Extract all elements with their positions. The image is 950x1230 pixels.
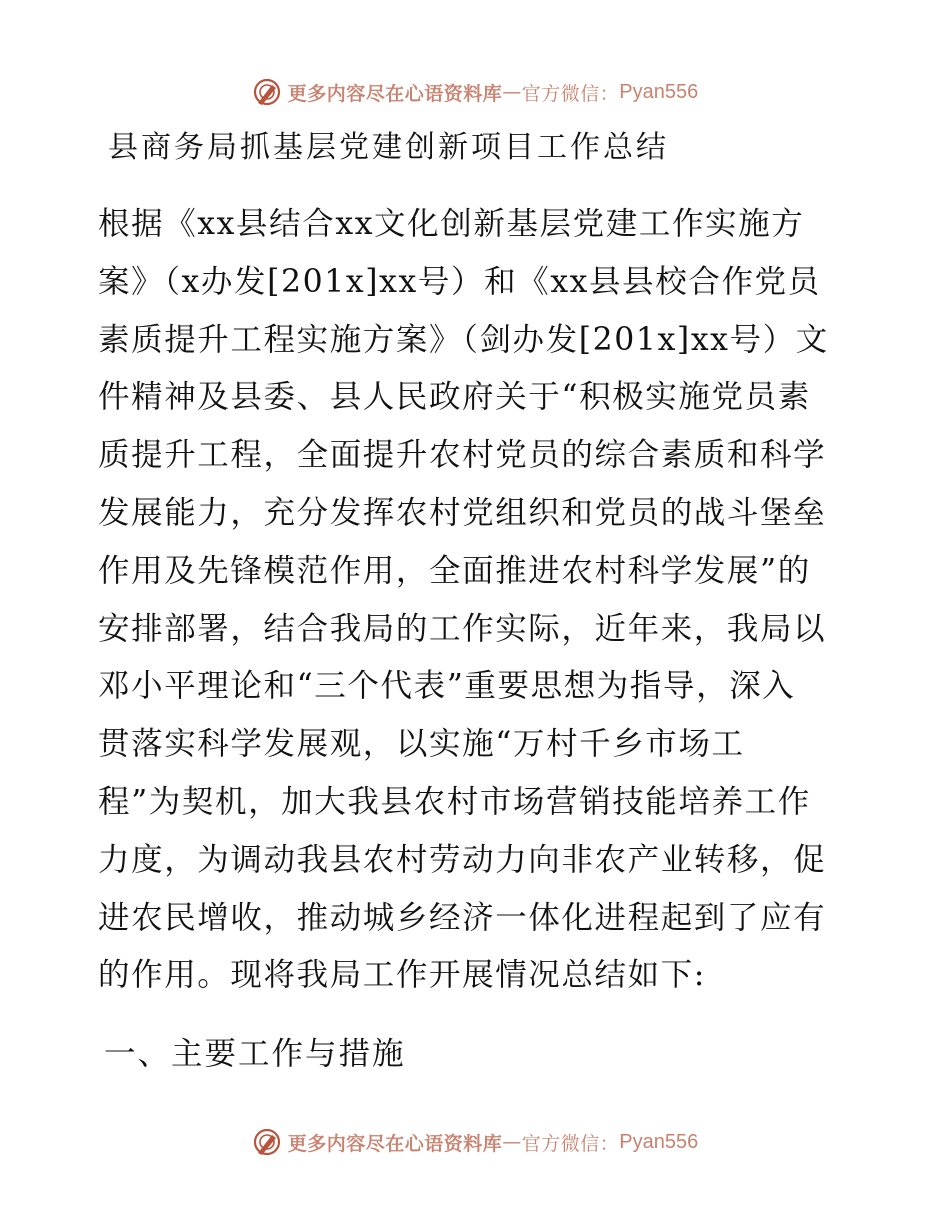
paragraph-line: 素质提升工程实施方案》（剑办发[201x]xx号）文 (98, 321, 829, 358)
pen-logo-icon (252, 77, 282, 107)
paragraph-line: 贯落实科学发展观，以实施“万村千乡市场工 (98, 726, 745, 763)
paragraph-line: 作用及先锋模范作用，全面推进农村科学发展”的 (98, 552, 811, 589)
watermark-id: Pyan556 (619, 1130, 699, 1153)
watermark-separator: — (502, 81, 522, 103)
watermark-header (0, 72, 950, 112)
paragraph-line: 件精神及县委、县人民政府关于“积极实施党员素 (98, 379, 811, 416)
watermark-separator: — (502, 1131, 522, 1153)
paragraph-line: 力度，为调动我县农村劳动力向非农产业转移，促 (98, 841, 827, 878)
watermark-footer (0, 1122, 950, 1162)
pen-logo-icon (252, 1127, 282, 1157)
paragraph-line: 发展能力，充分发挥农村党组织和党员的战斗堡垒 (98, 494, 827, 531)
paragraph-line: 质提升工程，全面提升农村党员的综合素质和科学 (98, 437, 827, 474)
paragraph-line: 案》（x办发[201x]xx号）和《xx县县校合作党员 (98, 263, 821, 300)
watermark-text: 更多内容尽在心语资料库 (287, 82, 503, 105)
paragraph-line: 根据《xx县结合xx文化创新基层党建工作实施方 (98, 206, 805, 242)
watermark-id: Pyan556 (619, 80, 699, 103)
document-title: 县商务局抓基层党建创新项目工作总结 (108, 130, 669, 165)
section-heading: 一、主要工作与措施 (104, 1036, 406, 1072)
paragraph-line: 的作用。现将我局工作开展情况总结如下: (98, 957, 707, 994)
watermark-contact: 官方微信： (521, 82, 620, 105)
paragraph-line: 进农民增收，推动城乡经济一体化进程起到了应有 (98, 899, 827, 936)
paragraph-line: 邓小平理论和“三个代表”重要思想为指导，深入 (98, 668, 796, 705)
paragraph-line: 安排部署，结合我局的工作实际，近年来，我局以 (98, 610, 827, 647)
watermark-contact: 官方微信： (521, 1132, 620, 1155)
watermark-text: 更多内容尽在心语资料库 (287, 1132, 503, 1155)
paragraph-line: 程”为契机，加大我县农村市场营销技能培养工作 (98, 783, 811, 820)
body-paragraph (98, 196, 858, 1005)
